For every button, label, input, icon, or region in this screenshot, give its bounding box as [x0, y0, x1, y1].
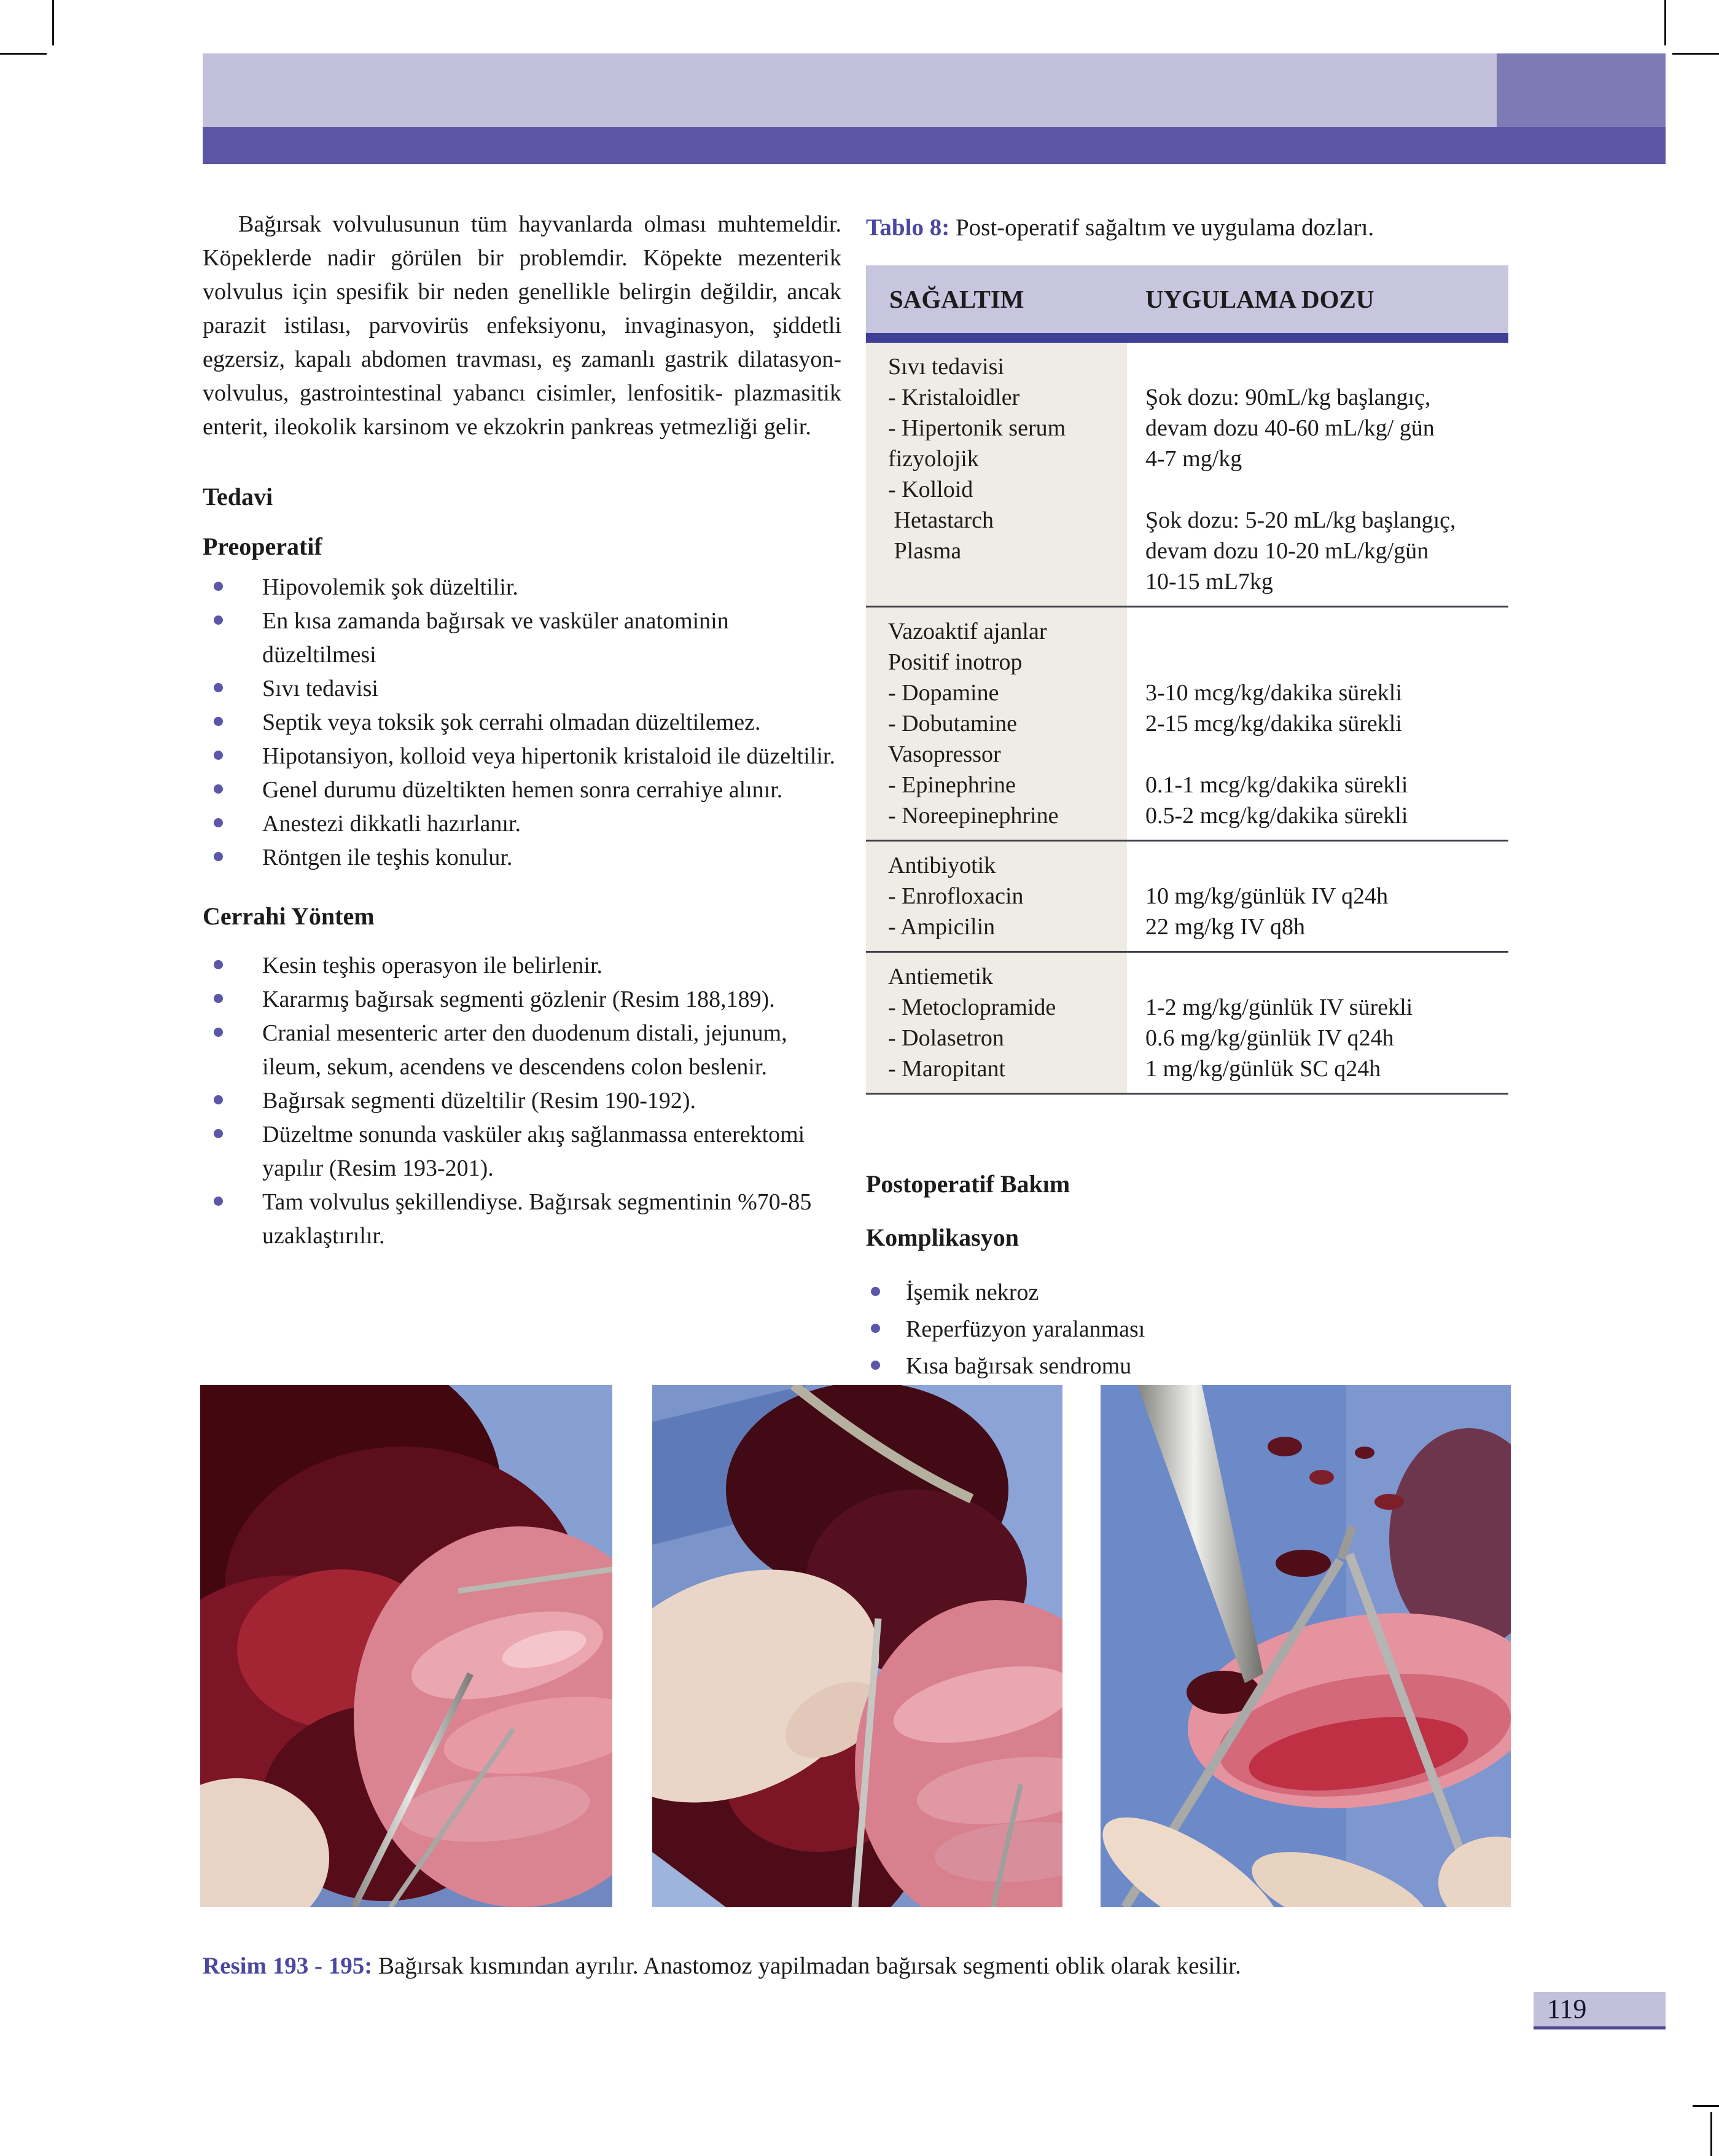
- right-text-column: [866, 213, 1508, 1409]
- table-cell-treatment: [866, 607, 1127, 840]
- cell-line: Sıvı tedavisi: [888, 354, 1004, 380]
- header-band-dark: [203, 127, 1666, 164]
- cell-line: devam dozu 40-60 mL/kg/ gün: [1145, 415, 1435, 441]
- figure-photo-3: [1101, 1385, 1511, 1907]
- cell-line: [1145, 351, 1508, 382]
- list-item: [203, 706, 841, 740]
- cell-line: Plasma: [888, 538, 962, 564]
- table-header-row: [866, 265, 1508, 333]
- cell-line: 2-15 mcg/kg/dakika sürekli: [1145, 711, 1402, 736]
- table-cell-treatment: [866, 343, 1127, 606]
- list-item: [203, 604, 841, 672]
- intro-paragraph: Bağırsak volvulusunun tüm hayvanlarda olması muhtemeldir. Köpeklerde nadir görülen bir problemdir. Köpekte mezenterik volvulus için spesifik bir neden genellikle belirgin değildir, ancak parazit istilası, parvovirüs enfeksiyonu, invaginasyon, şiddetli egzersiz, kapalı abdomen travması, eş zamanlı gastrik dilatasyon-volvulus, gastrointestinal yabancı cisimler, lenfositik- plazmasitik enterit, ileokolik karsinom ve ekzokrin pankreas yetmezliği gelir.: [203, 211, 841, 440]
- list-item: [203, 807, 841, 841]
- cell-line: Şok dozu: 90mL/kg başlangıç,: [1145, 385, 1431, 410]
- crop-mark-top-left-horizontal: [0, 53, 47, 55]
- cell-line: [1145, 961, 1508, 992]
- cell-line: - Kolloid: [888, 477, 973, 502]
- cell-line: 22 mg/kg IV q8h: [1145, 914, 1306, 940]
- list-item: [866, 1274, 1508, 1311]
- bullet-icon: [214, 1028, 223, 1037]
- table-cell-dose: [1127, 953, 1508, 1093]
- table-cell-dose: [1127, 607, 1508, 840]
- table-cell-dose: [1127, 842, 1508, 951]
- left-text-column: [203, 208, 841, 1278]
- list-item: [203, 1017, 841, 1084]
- list-item-text: Septik veya toksik şok cerrahi olmadan düzeltilemez.: [262, 709, 761, 735]
- bullet-icon: [214, 582, 223, 591]
- cell-line: 4-7 mg/kg: [1145, 446, 1242, 472]
- cell-line: [1145, 616, 1508, 647]
- bullet-icon: [214, 717, 223, 726]
- table-row-group-sivi-tedavisi: [866, 343, 1508, 606]
- table-caption: [866, 213, 1508, 243]
- cell-line: 1 mg/kg/günlük SC q24h: [1145, 1056, 1381, 1082]
- list-item: [866, 1311, 1508, 1348]
- list-item: [203, 773, 841, 807]
- list-item-text: Sıvı tedavisi: [262, 676, 378, 701]
- cell-line: Hetastarch: [888, 507, 994, 533]
- table-caption-label: Tablo 8:: [866, 214, 950, 241]
- cell-line: - Dopamine: [888, 680, 999, 706]
- cerrahi-bullet-list: [203, 949, 841, 1253]
- cell-line: - Hipertonik serum: [888, 415, 1066, 441]
- bullet-icon: [214, 852, 223, 861]
- crop-mark-top-right-horizontal: [1672, 53, 1719, 55]
- cell-line: fizyolojik: [888, 446, 979, 472]
- list-item: [203, 1185, 841, 1253]
- heading-postoperatif-bakim: Postoperatif Bakım: [866, 1170, 1070, 1198]
- list-item-text: Bağırsak segmenti düzeltilir (Resim 190-192).: [262, 1088, 696, 1114]
- cell-line: - Maropitant: [888, 1056, 1006, 1082]
- table-cell-dose: [1127, 343, 1508, 606]
- bullet-icon: [871, 1361, 880, 1370]
- list-item: [203, 949, 841, 983]
- list-item-text: Hipotansiyon, kolloid veya hipertonik kristaloid ile düzeltilir.: [262, 743, 835, 769]
- cell-line: [1145, 850, 1508, 881]
- crop-mark-top-left-vertical: [52, 0, 54, 45]
- figure-caption-text: Bağırsak kısmından ayrılır. Anastomoz yapilmadan bağırsak segmenti oblik olarak kesilir.: [372, 1953, 1241, 1979]
- cell-line: [888, 566, 1127, 597]
- blood-splatter: [1268, 1437, 1302, 1456]
- page-number-rule: [1534, 2026, 1666, 2029]
- page-number-badge: [1534, 1992, 1666, 2026]
- cell-line: devam dozu 10-20 mL/kg/gün: [1145, 538, 1429, 564]
- komplikasyon-bullet-list: [866, 1274, 1508, 1385]
- blood-splatter: [1309, 1470, 1334, 1485]
- cell-line: - Noreepinephrine: [888, 803, 1059, 829]
- cell-line: 3-10 mcg/kg/dakika sürekli: [1145, 680, 1402, 706]
- cell-line: - Metoclopramide: [888, 994, 1056, 1020]
- crop-mark-bottom-right-horizontal: [1693, 2105, 1719, 2107]
- heading-preoperatif: Preoperatif: [203, 533, 322, 560]
- cell-line: 0.5-2 mcg/kg/dakika sürekli: [1145, 803, 1408, 829]
- header-band-corner: [1497, 53, 1666, 127]
- blood-clot: [1276, 1550, 1331, 1577]
- cell-line: 0.6 mg/kg/günlük IV q24h: [1145, 1025, 1394, 1051]
- list-item: [203, 571, 841, 604]
- bullet-icon: [214, 751, 223, 760]
- bullet-icon: [214, 1197, 223, 1206]
- table-caption-text: Post-operatif sağaltım ve uygulama dozları.: [949, 214, 1374, 241]
- bullet-icon: [214, 960, 223, 969]
- table-cell-treatment: [866, 842, 1127, 951]
- table-header-sagaltim: SAĞALTIM: [889, 285, 1024, 313]
- list-item-text: Kısa bağırsak sendromu: [906, 1353, 1132, 1379]
- bullet-icon: [214, 615, 223, 625]
- list-item: [203, 672, 841, 706]
- dose-table: [866, 265, 1508, 1095]
- table-row-group-antiemetik: [866, 951, 1508, 1093]
- cell-line: 10 mg/kg/günlük IV q24h: [1145, 883, 1389, 909]
- list-item-text: Cranial mesenteric arter den duodenum distali, jejunum, ileum, sekum, acendens ve descendens colon beslenir.: [262, 1020, 787, 1080]
- cell-line: Şok dozu: 5-20 mL/kg başlangıç,: [1145, 507, 1456, 533]
- list-item-text: Kararmış bağırsak segmenti gözlenir (Resim 188,189).: [262, 986, 775, 1012]
- surgery-photo-illustration: [200, 1385, 612, 1907]
- preoperatif-bullet-list: [203, 571, 841, 875]
- figure-caption: [203, 1950, 1689, 1982]
- cell-line: 1-2 mg/kg/günlük IV sürekli: [1145, 994, 1413, 1020]
- figure-photo-1: [200, 1385, 612, 1907]
- list-item-text: Röntgen ile teşhis konulur.: [262, 845, 513, 870]
- cell-line: Vazoaktif ajanlar: [888, 619, 1047, 644]
- cell-line: Vasopressor: [888, 741, 1001, 767]
- bullet-icon: [871, 1287, 880, 1296]
- page-number: 119: [1547, 1994, 1587, 2024]
- table-row-group-antibiyotik: [866, 840, 1508, 951]
- list-item-text: İşemik nekroz: [906, 1279, 1039, 1305]
- list-item-text: Hipovolemik şok düzeltilir.: [262, 574, 518, 600]
- cell-line: - Kristaloidler: [888, 385, 1020, 410]
- postoperative-section: [866, 1167, 1508, 1385]
- list-item-text: Reperfüzyon yaralanması: [906, 1316, 1145, 1342]
- blood-splatter: [1374, 1494, 1404, 1510]
- heading-komplikasyon: Komplikasyon: [866, 1224, 1019, 1251]
- header-band-light: [203, 53, 1666, 127]
- heading-tedavi: Tedavi: [203, 483, 273, 510]
- list-item: [203, 740, 841, 773]
- list-item-text: Kesin teşhis operasyon ile belirlenir.: [262, 953, 603, 978]
- surgery-photo-illustration: [652, 1385, 1062, 1907]
- cell-line: [1145, 647, 1508, 678]
- cell-line: - Dolasetron: [888, 1025, 1004, 1051]
- bullet-icon: [214, 1129, 223, 1138]
- cell-line: 10-15 mL7kg: [1145, 569, 1273, 595]
- bullet-icon: [214, 683, 223, 692]
- cell-line: - Enrofloxacin: [888, 883, 1024, 909]
- cell-line: - Ampicilin: [888, 914, 996, 940]
- cell-line: Antiemetik: [888, 964, 993, 990]
- cell-line: [1145, 739, 1508, 770]
- cell-line: - Dobutamine: [888, 711, 1018, 736]
- cell-line: 0.1-1 mcg/kg/dakika sürekli: [1145, 772, 1408, 798]
- table-row-group-vazoaktif: [866, 606, 1508, 840]
- cell-line: [1145, 474, 1508, 505]
- bullet-icon: [214, 1095, 223, 1104]
- list-item-text: En kısa zamanda bağırsak ve vasküler anatominin düzeltilmesi: [262, 608, 729, 668]
- crop-mark-bottom-right-vertical: [1710, 2112, 1712, 2156]
- bullet-icon: [214, 994, 223, 1003]
- blood-splatter: [1355, 1447, 1374, 1459]
- table-header-uygulama-dozu: UYGULAMA DOZU: [1145, 285, 1374, 313]
- crop-mark-top-right-vertical: [1664, 0, 1666, 45]
- heading-cerrahi-yontem: Cerrahi Yöntem: [203, 902, 375, 930]
- list-item: [203, 983, 841, 1017]
- figure-photo-2: [652, 1385, 1062, 1907]
- list-item-text: Düzeltme sonunda vasküler akış sağlanmassa enterektomi yapılır (Resim 193-201).: [262, 1122, 805, 1181]
- list-item-text: Genel durumu düzeltikten hemen sonra cerrahiye alınır.: [262, 777, 783, 803]
- cell-line: - Epinephrine: [888, 772, 1016, 798]
- table-header-rule: [866, 333, 1508, 343]
- bullet-icon: [214, 818, 223, 827]
- bullet-icon: [871, 1324, 880, 1333]
- list-item: [203, 1118, 841, 1185]
- list-item: [866, 1348, 1508, 1385]
- list-item: [203, 841, 841, 875]
- table-cell-treatment: [866, 953, 1127, 1093]
- cell-line: Positif inotrop: [888, 649, 1023, 675]
- figure-caption-label: Resim 193 - 195:: [203, 1953, 373, 1979]
- cell-line: Antibiyotik: [888, 853, 996, 878]
- list-item-text: Anestezi dikkatli hazırlanır.: [262, 811, 521, 837]
- bullet-icon: [214, 784, 223, 794]
- list-item-text: Tam volvulus şekillendiyse. Bağırsak segmentinin %70-85 uzaklaştırılır.: [262, 1189, 812, 1249]
- list-item: [203, 1084, 841, 1118]
- surgery-photo-illustration: [1101, 1385, 1511, 1907]
